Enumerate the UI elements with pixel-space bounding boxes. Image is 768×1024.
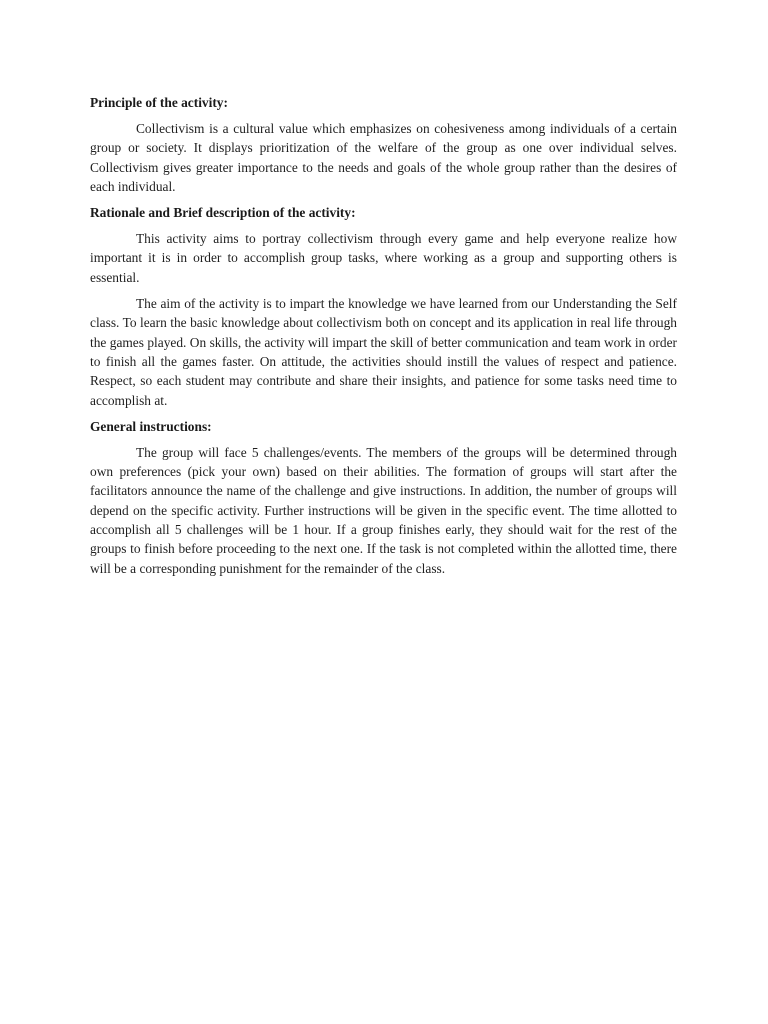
section-principle (90, 93, 677, 196)
section-rationale (90, 203, 677, 410)
section-heading: Rationale and Brief description of the activity: (90, 205, 356, 221)
document-body (90, 93, 677, 585)
paragraph: Collectivism is a cultural value which emphasizes on cohesiveness among individuals of a certain group or society. It displays prioritization of the welfare of the group as one over individual selves. Collectivism gives greater importance to the needs and goals of the whole group rather than the desires of each individual. (90, 121, 677, 194)
section-heading: General instructions: (90, 418, 212, 434)
paragraph: This activity aims to portray collectivism through every game and help everyone realize how important it is in order to accomplish group tasks, where working as a group and supporting others is essential. (90, 231, 677, 285)
section-heading: Principle of the activity: (90, 95, 228, 110)
paragraph: The group will face 5 challenges/events. The members of the groups will be determined through own preferences (pick your own) based on their abilities. The formation of groups will start after the facilitators announce the name of the challenge and give instructions. In addition, the number of groups will depend on the specific activity. Further instructions will be given in the specific event. The time allotted to accomplish all 5 challenges will be 1 hour. If a group finishes early, they should wait for the rest of the groups to finish before proceeding to the next one. If the task is not completed within the allotted time, there will be a corresponding punishment for the remainder of the class. (90, 444, 677, 576)
paragraph: The aim of the activity is to impart the knowledge we have learned from our Understanding the Self class. To learn the basic knowledge about collectivism both on concept and its application in real life through the games played. On skills, the activity will impart the skill of better communication and team work in order to finish all the games faster. On attitude, the activities should instill the values of respect and patience. Respect, so each student may contribute and share their insights, and patience for some tasks need time to accomplish at. (90, 296, 677, 408)
section-general-instructions (90, 417, 677, 578)
